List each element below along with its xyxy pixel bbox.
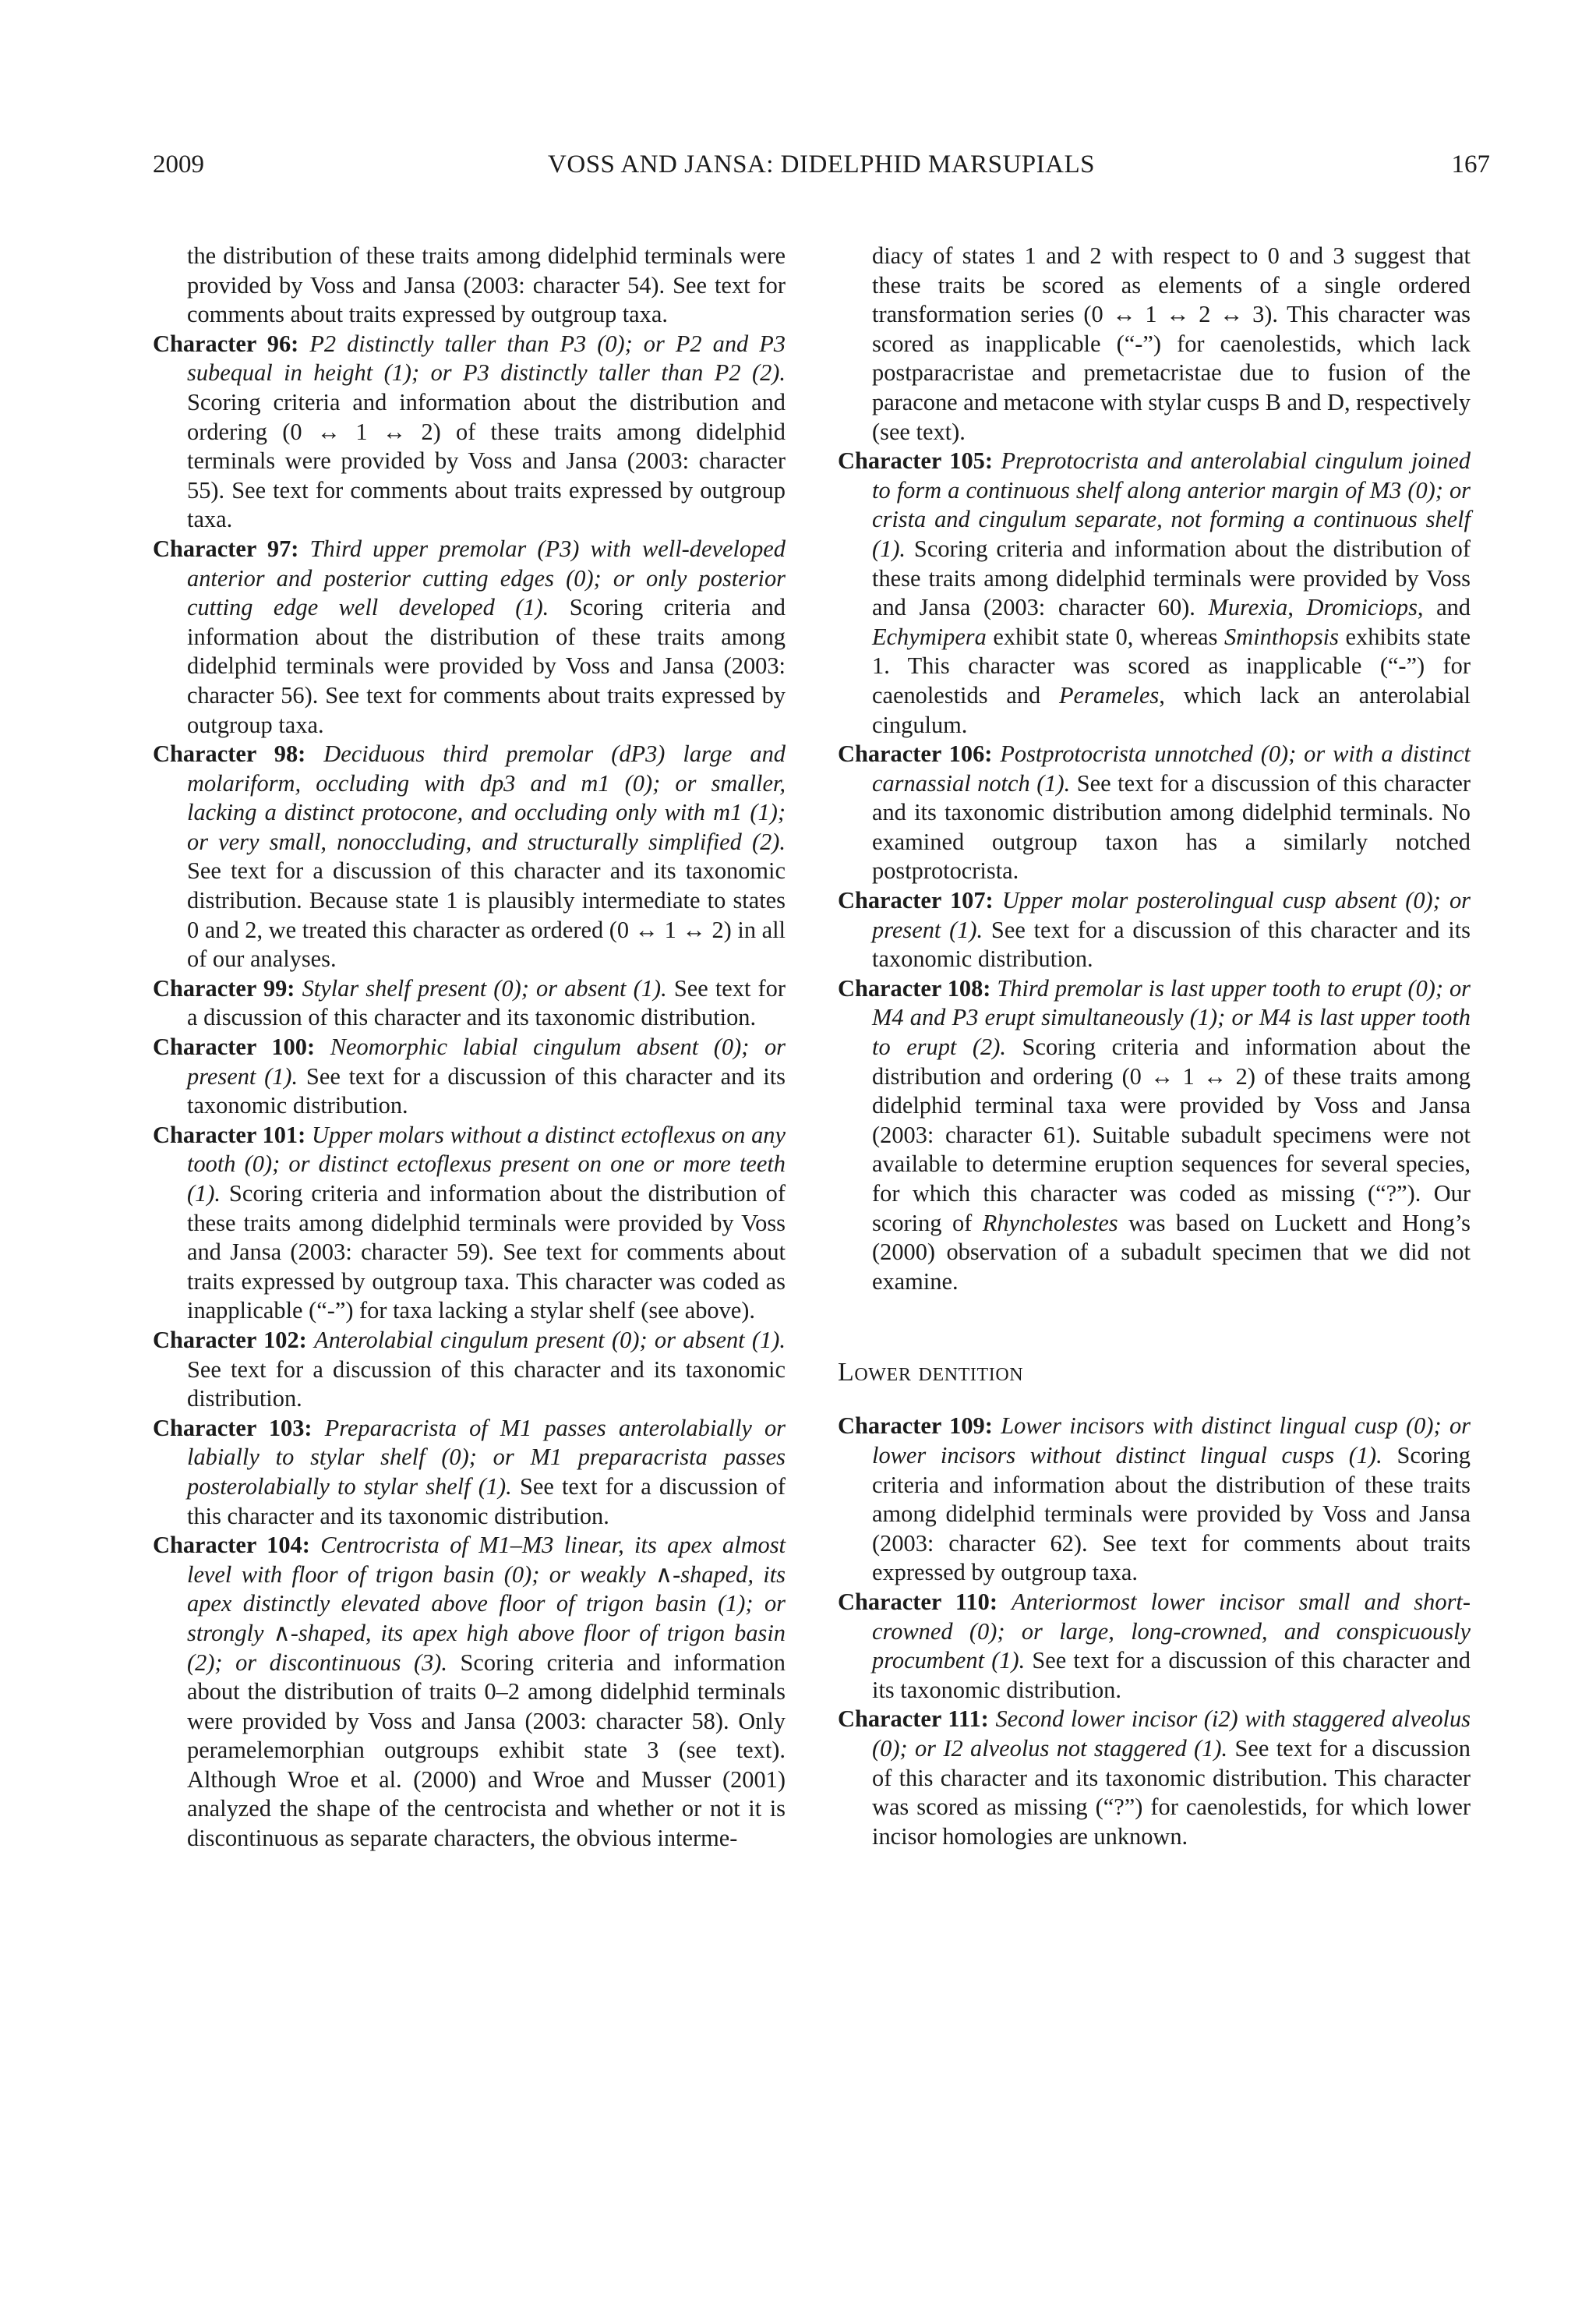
right-column [838,242,1471,1851]
character-notes: Scoring criteria and information about the distribution of traits 0–2 among didelphid terminals were provided by Voss and Jansa (2003: character 58). Only peramelemorphian outgroups exhibit state 3 (see text). Although Wroe et al. (2000) and Wroe and Musser (2001) analyzed the shape of the centrocista and whether or not it is discontinuous as separate characters, the obvious interme- [187,1649,786,1852]
character-label: Character 100: [153,1034,316,1061]
character-notes: Scoring criteria and information about the distribution of these traits among didelphid terminals were provided by Voss and Jansa (2003: character 60). [872,535,1471,621]
character-states: Upper molars without a distinct ectoflexus on any tooth (0); or distinct ectoflexus present on one or more teeth (1). [187,1121,786,1207]
character-label: Character 105: [838,447,993,475]
character-label: Character 108: [838,974,991,1002]
character-states: Second lower incisor (i2) with staggered alveolus (0); or I2 alveolus not staggered (1). [872,1705,1471,1762]
character-label: Character 102: [153,1326,307,1353]
character-label: Character 110: [838,1588,998,1615]
character-notes: See text for a discussion of this character and its taxonomic distribution among didelphid terminals. No examined outgroup taxon has a similarly notched postprotocrista. [872,769,1471,885]
character-label: Character 109: [838,1412,993,1440]
character-111-entry [838,1705,1471,1851]
character-notes: exhibit state 0, whereas [986,623,1225,650]
character-104-entry [153,1531,786,1854]
character-states: Third premolar is last upper tooth to erupt (0); or M4 and P3 erupt simultaneously (1); or M4 is last upper tooth to erupt (2). [872,974,1471,1061]
taxon-name: Rhyncholestes [982,1209,1118,1236]
character-notes: Scoring criteria and information about the distribution of these traits among didelphid terminals were provided by Voss and Jansa (2003: character 62). See text for comments about traits expressed by outgroup taxa. [872,1441,1471,1586]
header-title: VOSS AND JANSA: DIDELPHID MARSUPIALS [548,150,1095,178]
character-label: Character 106: [838,740,993,768]
taxon-name: Echymipera [872,623,987,650]
taxon-name: Murexia [1208,594,1288,621]
character-states: Lower incisors with distinct lingual cusp (0); or lower incisors without distinct lingual cusps (1). [872,1412,1471,1468]
character-label: Character 101: [153,1121,306,1148]
character-notes: See text for a discussion of this character and its taxonomic distribution. [187,1472,786,1529]
character-states: Neomorphic labial cingulum absent (0); or present (1). [187,1034,786,1090]
character-98-entry [153,740,786,974]
character-107-entry [838,886,1471,974]
character-notes: Scoring criteria and information about the distribution and ordering (0 ↔ 1 ↔ 2) of these traits among didelphid terminal taxa were provided by Voss and Jansa (2003: character 61). Suitable subadult specimens were not available to determine eruption sequences for several species, for which this character was coded as missing (“?”). Our scoring of [872,1034,1471,1236]
character-notes: See text for a discussion of this character and its taxonomic distribution. This character was scored as missing (“?”) for caenolestids, for which lower incisor homologies are unknown. [872,1734,1471,1850]
character-states: Anterolabial cingulum present (0); or absent (1). [314,1326,786,1353]
character-states: Postprotocrista unnotched (0); or with a distinct carnassial notch (1). [872,740,1471,797]
character-notes: , which lack an anterolabial cingulum. [872,681,1471,738]
continuation-paragraph: diacy of states 1 and 2 with respect to 0 and 3 suggest that these traits be scored as elements of a single ordered transformation series (0 ↔ 1 ↔ 2 ↔ 3). This character was scored as inapplicable (“-”) for caenolestids, which lack postparacristae and premetacristae due to fusion of the paracone and metacone with stylar cusps B and D, respectively (see text). [872,242,1471,445]
character-label: Character 98: [153,740,306,768]
taxon-name: Perameles [1058,681,1160,709]
character-103-entry [153,1414,786,1531]
character-notes: See text for a discussion of this character and its taxonomic distribution. [187,1062,786,1119]
character-notes: See text for a discussion of this character and its taxonomic distribution. [872,916,1471,973]
character-notes: See text for a discussion of this character and its taxonomic distribution. [872,1647,1471,1703]
character-109-entry [838,1412,1471,1588]
character-97-entry [153,535,786,740]
character-label: Character 96: [153,330,299,357]
character-notes: Scoring criteria and information about the distribution of these traits among didelphid terminals were provided by Voss and Jansa (2003: character 59). See text for comments about traits expressed by outgroup taxa. This character was coded as inapplicable (“-”) for taxa lacking a stylar shelf (see above). [187,1180,786,1324]
character-106-entry [838,740,1471,886]
character-105-entry [838,447,1471,740]
character-label: Character 99: [153,974,295,1002]
character-label: Character 107: [838,887,994,914]
taxon-name: Sminthopsis [1224,623,1339,650]
character-states: Preprotocrista and anterolabial cingulum joined to form a continuous shelf along anterior margin of M3 (0); or crista and cingulum separate, not forming a continuous shelf (1). [872,447,1471,562]
character-notes: See text for a discussion of this character and its taxonomic distribution. [187,974,786,1031]
page-number: 167 [1451,150,1490,178]
character-notes: See text for a discussion of this character and its taxonomic distribution. [187,1355,786,1412]
character-110-entry [838,1588,1471,1705]
character-states: Centrocrista of M1–M3 linear, its apex almost level with floor of trigon basin (0); or weakly ∧-shaped, its apex distinctly elevated above floor of trigon basin (1); or strongly ∧-shaped, its apex high above floor of trigon basin (2); or discontinuous (3). [187,1532,786,1676]
character-99-entry [153,974,786,1033]
character-notes: was based on Luckett and Hong’s (2000) observation of a subadult specimen that we did not examine. [872,1209,1471,1295]
character-states: Anteriormost lower incisor small and short-crowned (0); or large, long-crowned, and conspicuously procumbent (1). [872,1588,1471,1674]
character-100-entry [153,1033,786,1121]
character-notes: See text for a discussion of this character and its taxonomic distribution. Because state 1 is plausibly intermediate to states 0 and 2, we treated this character as ordered (0 ↔ 1 ↔ 2) in all of our analyses. [187,857,786,973]
character-101-entry [153,1121,786,1326]
character-96-entry [153,330,786,535]
character-notes: Scoring criteria and information about the distribution and ordering (0 ↔ 1 ↔ 2) of these traits among didelphid terminals were provided by Voss and Jansa (2003: character 55). See text for comments about traits expressed by outgroup taxa. [187,388,786,533]
character-108-entry [838,974,1471,1297]
character-notes: Scoring criteria and information about the distribution of these traits among didelphid terminals were provided by Voss and Jansa (2003: character 56). See text for comments about traits expressed by outgroup taxa. [187,594,786,738]
character-states: Stylar shelf present (0); or absent (1). [302,974,667,1002]
character-states: Third upper premolar (P3) with well-developed anterior and posterior cutting edges (0); or only posterior cutting edge well developed (1). [187,535,786,621]
section-heading-lower-dentition: Lower dentition [838,1358,1024,1387]
separator: , [1287,594,1307,621]
left-column [153,242,786,1854]
separator: , and [1417,594,1471,621]
character-label: Character 97: [153,535,299,562]
header-year: 2009 [153,150,204,178]
character-notes: exhibits state 1. This character was scored as inapplicable (“-”) for caenolestids and [872,623,1471,709]
character-102-entry [153,1326,786,1414]
character-states: P2 distinctly taller than P3 (0); or P2 and P3 subequal in height (1); or P3 distinctly taller than P2 (2). [187,330,786,387]
continuation-paragraph: the distribution of these traits among didelphid terminals were provided by Voss and Jansa (2003: character 54). See text for comments about traits expressed by outgroup taxa. [187,242,786,328]
character-states: Deciduous third premolar (dP3) large and molariform, occluding with dp3 and m1 (0); or smaller, lacking a distinct protocone, and occluding only with m1 (1); or very small, nonoccluding, and structurally simplified (2). [187,740,786,855]
running-header [153,145,1490,184]
taxon-name: Dromiciops [1306,594,1418,621]
character-label: Character 104: [153,1532,310,1559]
character-label: Character 111: [838,1705,989,1733]
character-states: Preparacrista of M1 passes anterolabially or labially to stylar shelf (0); or M1 preparacrista passes posterolabially to stylar shelf (1). [187,1414,786,1500]
character-label: Character 103: [153,1414,312,1441]
character-states: Upper molar posterolingual cusp absent (0); or present (1). [872,887,1471,943]
